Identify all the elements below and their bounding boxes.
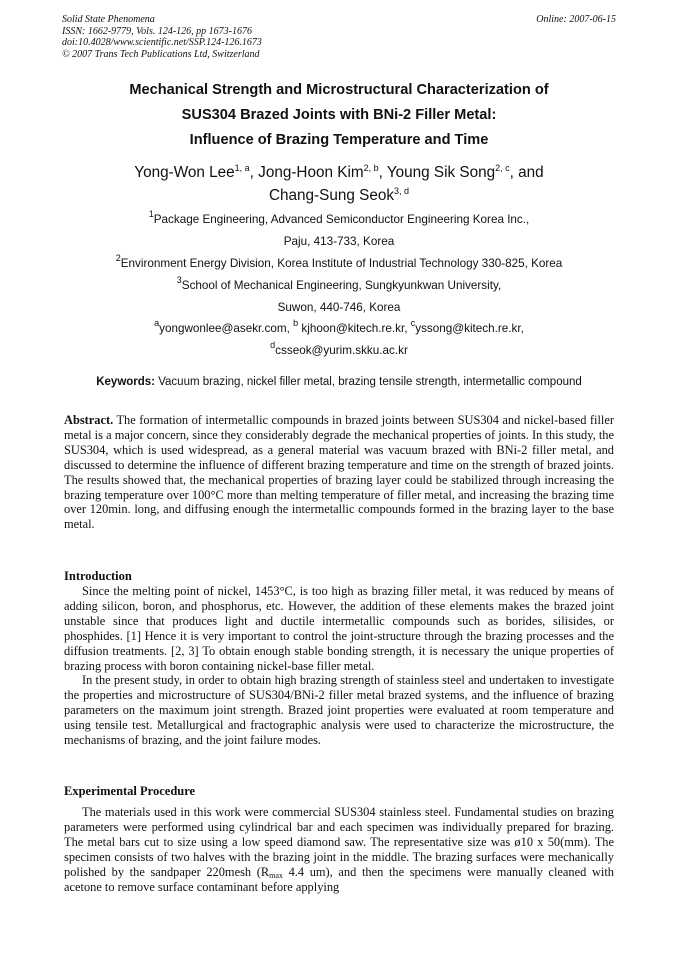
- author-sup: 3, d: [394, 186, 410, 196]
- author-sup: 1, a: [234, 163, 250, 173]
- author-sup: 2, b: [363, 163, 379, 173]
- affiliation-2-line-1: [40, 253, 638, 270]
- journal-name: Solid State Phenomena: [62, 14, 155, 25]
- email-sup: a: [154, 318, 160, 328]
- author-sup: 2, c: [495, 163, 510, 173]
- title-line-1: Mechanical Strength and Microstructural Characterization of: [129, 82, 549, 98]
- experimental-body: [64, 805, 614, 894]
- keywords: [40, 376, 638, 388]
- keywords-text: Vacuum brazing, nickel filler metal, brazing tensile strength, intermetallic compound: [155, 376, 582, 388]
- affiliation-1-line-2: Paju, 413-733, Korea: [283, 235, 395, 248]
- email-sup: c: [410, 318, 416, 328]
- online-date: Online: 2007-06-15: [536, 14, 616, 25]
- experimental-text: 4.4 um), and then the specimens were manually cleaned with acetone to remove surface contaminant before applying: [64, 864, 614, 894]
- affiliation-text: Environment Energy Division, Korea Institute of Industrial Technology 330-825, Korea: [120, 257, 563, 270]
- introduction-paragraph-2: In the present study, in order to obtain high brazing strength of stainless steel and undertaken to investigate the properties and microstructure of SUS304/BNi-2 filler metal brazed systems, and the influence of brazing parameters on the maximum joint strength. Brazed joint properties were evaluated at room temperature and using tensile test. Metallurgical and fractographic analysis were used to characterize the microstructure, the mechanisms of brazing, and the joint failure modes.: [64, 673, 614, 748]
- experimental-subscript: max: [269, 870, 283, 880]
- abstract-text: The formation of intermetallic compounds in brazed joints between SUS304 and nickel-based filler metal is a major concern, since they considerably degrade the mechanical properties of joints. In this study, the SUS304, which is used widespread, as a general material was vacuum brazed with BNi-2 filler metal, and discussed to determine the influence of different brazing temperature and time on the strength of brazed joints. The results showed that, the mechanical properties of brazing layer could be stabilized through increasing the brazing temperature over 100°C more than melting temperature of filler metal, and increasing the brazing time over 120min. long, and diffusing enough the intermetallic compounds formed in the brazing layer to the base metal.: [64, 413, 614, 532]
- email-link[interactable]: csseok@yurim.skku.ac.kr: [275, 344, 408, 357]
- author-name: Yong-Won Lee: [134, 164, 235, 181]
- experimental-paragraph-1: [64, 805, 614, 894]
- affiliation-sup: 2: [115, 253, 121, 263]
- affiliation-sup: 1: [148, 209, 154, 219]
- abstract-label: Abstract.: [64, 413, 114, 427]
- authors-line-2: [40, 187, 638, 205]
- affiliation-text: School of Mechanical Engineering, Sungkyunkwan University,: [181, 279, 502, 292]
- email-link[interactable]: yssong@kitech.re.kr,: [415, 322, 524, 335]
- email-line-1: [40, 318, 638, 335]
- affiliation-3-line-1: [40, 275, 638, 292]
- affiliation-text: Package Engineering, Advanced Semiconductor Engineering Korea Inc.,: [153, 213, 530, 226]
- experimental-heading: Experimental Procedure: [64, 784, 196, 798]
- author-name: , Jong-Hoon Kim: [249, 164, 364, 181]
- email-link[interactable]: yongwonlee@asekr.com,: [159, 322, 294, 335]
- affiliation-sup: 3: [176, 275, 182, 285]
- issn-line: ISSN: 1662-9779, Vols. 124-126, pp 1673-1676: [62, 25, 252, 37]
- introduction-heading: Introduction: [64, 569, 132, 583]
- affiliation-3-line-2: Suwon, 440-746, Korea: [277, 301, 401, 314]
- keywords-label: Keywords:: [96, 376, 156, 388]
- author-name: , Young Sik Song: [378, 164, 496, 181]
- authors-line-1: [40, 164, 638, 182]
- introduction-paragraph-1: Since the melting point of nickel, 1453°C, is too high as brazing filler metal, it was reduced by means of adding silicon, boron, and phosphorus, etc. However, the addition of these elements makes the brazed joint unstable since that produces light and ductile intermetallic compounds such as borides, silisides, or phosphides. [1] Hence it is very important to control the joint-structure through the brazing processes and the diffusion treatments. [2, 3] To obtain enough stable bonding strength, it is necessary the unique properties of brazing process with boron containing nickel-base filler metal.: [64, 584, 614, 673]
- email-line-2: [40, 340, 638, 357]
- journal-header: [62, 14, 262, 60]
- doi-line: doi:10.4028/www.scientific.net/SSP.124-126.1673: [62, 37, 262, 48]
- email-sup: b: [293, 318, 299, 328]
- introduction-body: [64, 584, 614, 748]
- title-line-3: Influence of Brazing Temperature and Time: [189, 132, 489, 148]
- experimental-text: The materials used in this work were commercial SUS304 stainless steel. Fundamental studies on brazing parameters were performed using cylindrical bar and each specimen was individually prepared for brazing. The metal bars cut to size using a low speed diamond saw. The representative size was ø10 x 50(mm). The specimen consists of two halves with the brazing joint in the middle. The brazing surfaces were mechanically polished by the sandpaper 220mesh (R: [64, 805, 614, 879]
- author-conjunction: , and: [509, 164, 544, 181]
- copyright-line: © 2007 Trans Tech Publications Ltd, Switzerland: [62, 48, 260, 60]
- title-line-2: SUS304 Brazed Joints with BNi-2 Filler Metal:: [181, 107, 497, 123]
- author-name: Chang-Sung Seok: [268, 187, 394, 204]
- affiliation-1-line-1: [40, 209, 638, 226]
- email-link[interactable]: kjhoon@kitech.re.kr,: [298, 322, 411, 335]
- email-sup: d: [270, 340, 276, 350]
- abstract: [64, 413, 614, 532]
